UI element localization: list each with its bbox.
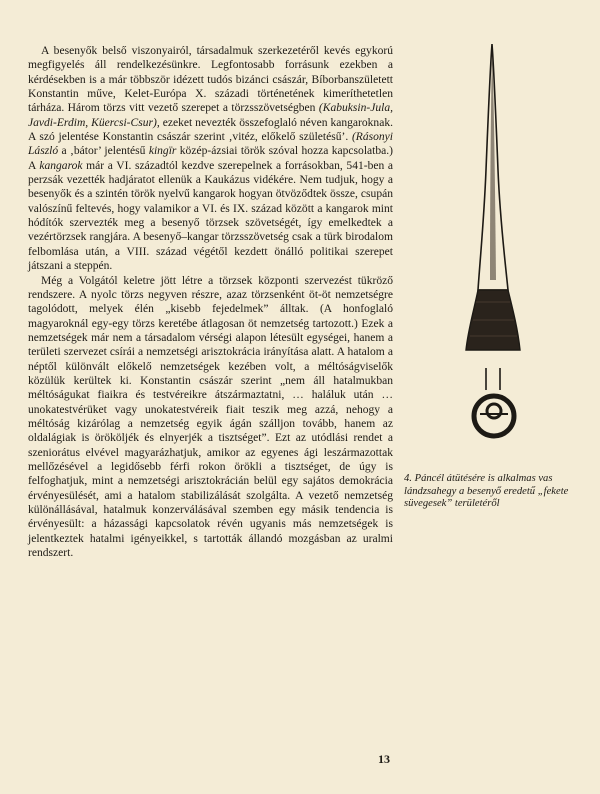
italic-text: kangarok xyxy=(39,159,83,172)
text-run: a ‚bátor’ jelentésű xyxy=(58,145,149,158)
text-run: közép-ázsiai török szóval hozza kapcsolatba.) A xyxy=(28,145,393,172)
text-run: Még a Volgától keletre jött létre a törzsek központi szervezést tükröző rendszere. A nyolc törzs negyven részre, azaz törzsenként öt-öt nemzetségre tagolódott, melyek élén „kisebb fejedelmek” álltak. (A honfoglaló magyaroknál egy-egy törzs keretébe átlagosan öt nemzetség tartozott.) Ezek a nemzetségek már nem a társadalom vérségi alapon létesült egységei, hanem a területi szervezet csírái a nemzetségi arisztokrácia irányítása alatt. A hatalom a néptől különvált előkelő nemzetségek kezében volt, a méltóságviselők közülük kerültek ki. Konstantin császár szerint „nem áll hatalmukban méltóságukat fiaikra és testvéreikre átszármaztatni, … haláluk után … unokatestvérüket vagy unokatestvéreik fiait teszik meg azzá, nehogy a méltóság kizárólag a nemzetség egyik ágán szálljon tovább, hanem az oldalágiak is örököljék és elnyerjék a tisztséget”. Ezt az utódlási rendet a szeniorátus elvével magyarázhatjuk, amikor az egyenes ági leszármazottak mellőzésével a legidősebb férfi rokon örökli a tisztséget, de úgy is felfoghatjuk, mint a nemzetségi arisztokrácián belül egy sajátos demokrácia érvényesülését, ami a hatalom stabilizálását szolgálta. A vezető nemzetség különállásával, hatalmuk konzerválásával szemben egy másik tendencia is érvényesült: a házassági kapcsolatok révén ugyanis más nemzetségek is jelentkeztek hatalmi igényeikkel, s tartották állandó mozgásban az uralmi rendszert. xyxy=(28,274,393,560)
paragraph xyxy=(28,44,393,274)
paragraph xyxy=(28,274,393,561)
text-run: ezeket nevezték összefoglaló néven kangaroknak. A szó jelentése Konstantin császár szerint ‚vitéz, előkelő születésű’. xyxy=(28,116,393,144)
socket-cross-section xyxy=(474,396,514,436)
italic-text: (Rásonyi László xyxy=(28,131,393,158)
page-number: 13 xyxy=(378,752,390,766)
italic-text: kingïr xyxy=(148,145,177,158)
figure-caption: 4. Páncél átütésére is alkalmas vas lándzsahegy a besenyő eredetű „fekete süvegesek” területéről xyxy=(404,473,569,510)
text-run: már a VI. századtól kezdve szerepelnek a forrásokban, 541-ben a perzsák vezették hadjáratot ellenük a Kaukázus vidékére. Nem tudjuk, hogy a besenyők és a szintén török nyelvű kangarok hogyan ötvöződtek össze, csupán valószínű feltevés, hogy valamikor a VI. és IX. század között a kangarok mint hódítók szervezték meg a besenyő törzsek szövetségét, így emelkedtek a vezértörzsek rangjára. A besenyő–kangar törzsszövetség csak a türk birodalom felbomlása után, a VIII. század végétől kezdett önálló politikai szerepet játszani a steppén. xyxy=(28,159,394,273)
main-text-column xyxy=(28,44,393,560)
spearhead-icon xyxy=(436,40,548,460)
italic-text: (Kabuksin-Jula, Javdi-Erdim, Küercsi-Csur), xyxy=(28,102,393,129)
text-run: A besenyők belső viszonyairól, társadalmuk szerkezetéről kevés egykorú megfigyelés áll rendelkezésünkre. Legfontosabb forrásunk ezekben a kérdésekben is a már többször idézett tudós bizánci császár, Bíborbanszületett Konstantin műve, Kelet-Európa X. századi történetének kimeríthetetlen tárháza. Három törzs vitt vezető szerepet a törzsszövetségben xyxy=(28,45,393,115)
